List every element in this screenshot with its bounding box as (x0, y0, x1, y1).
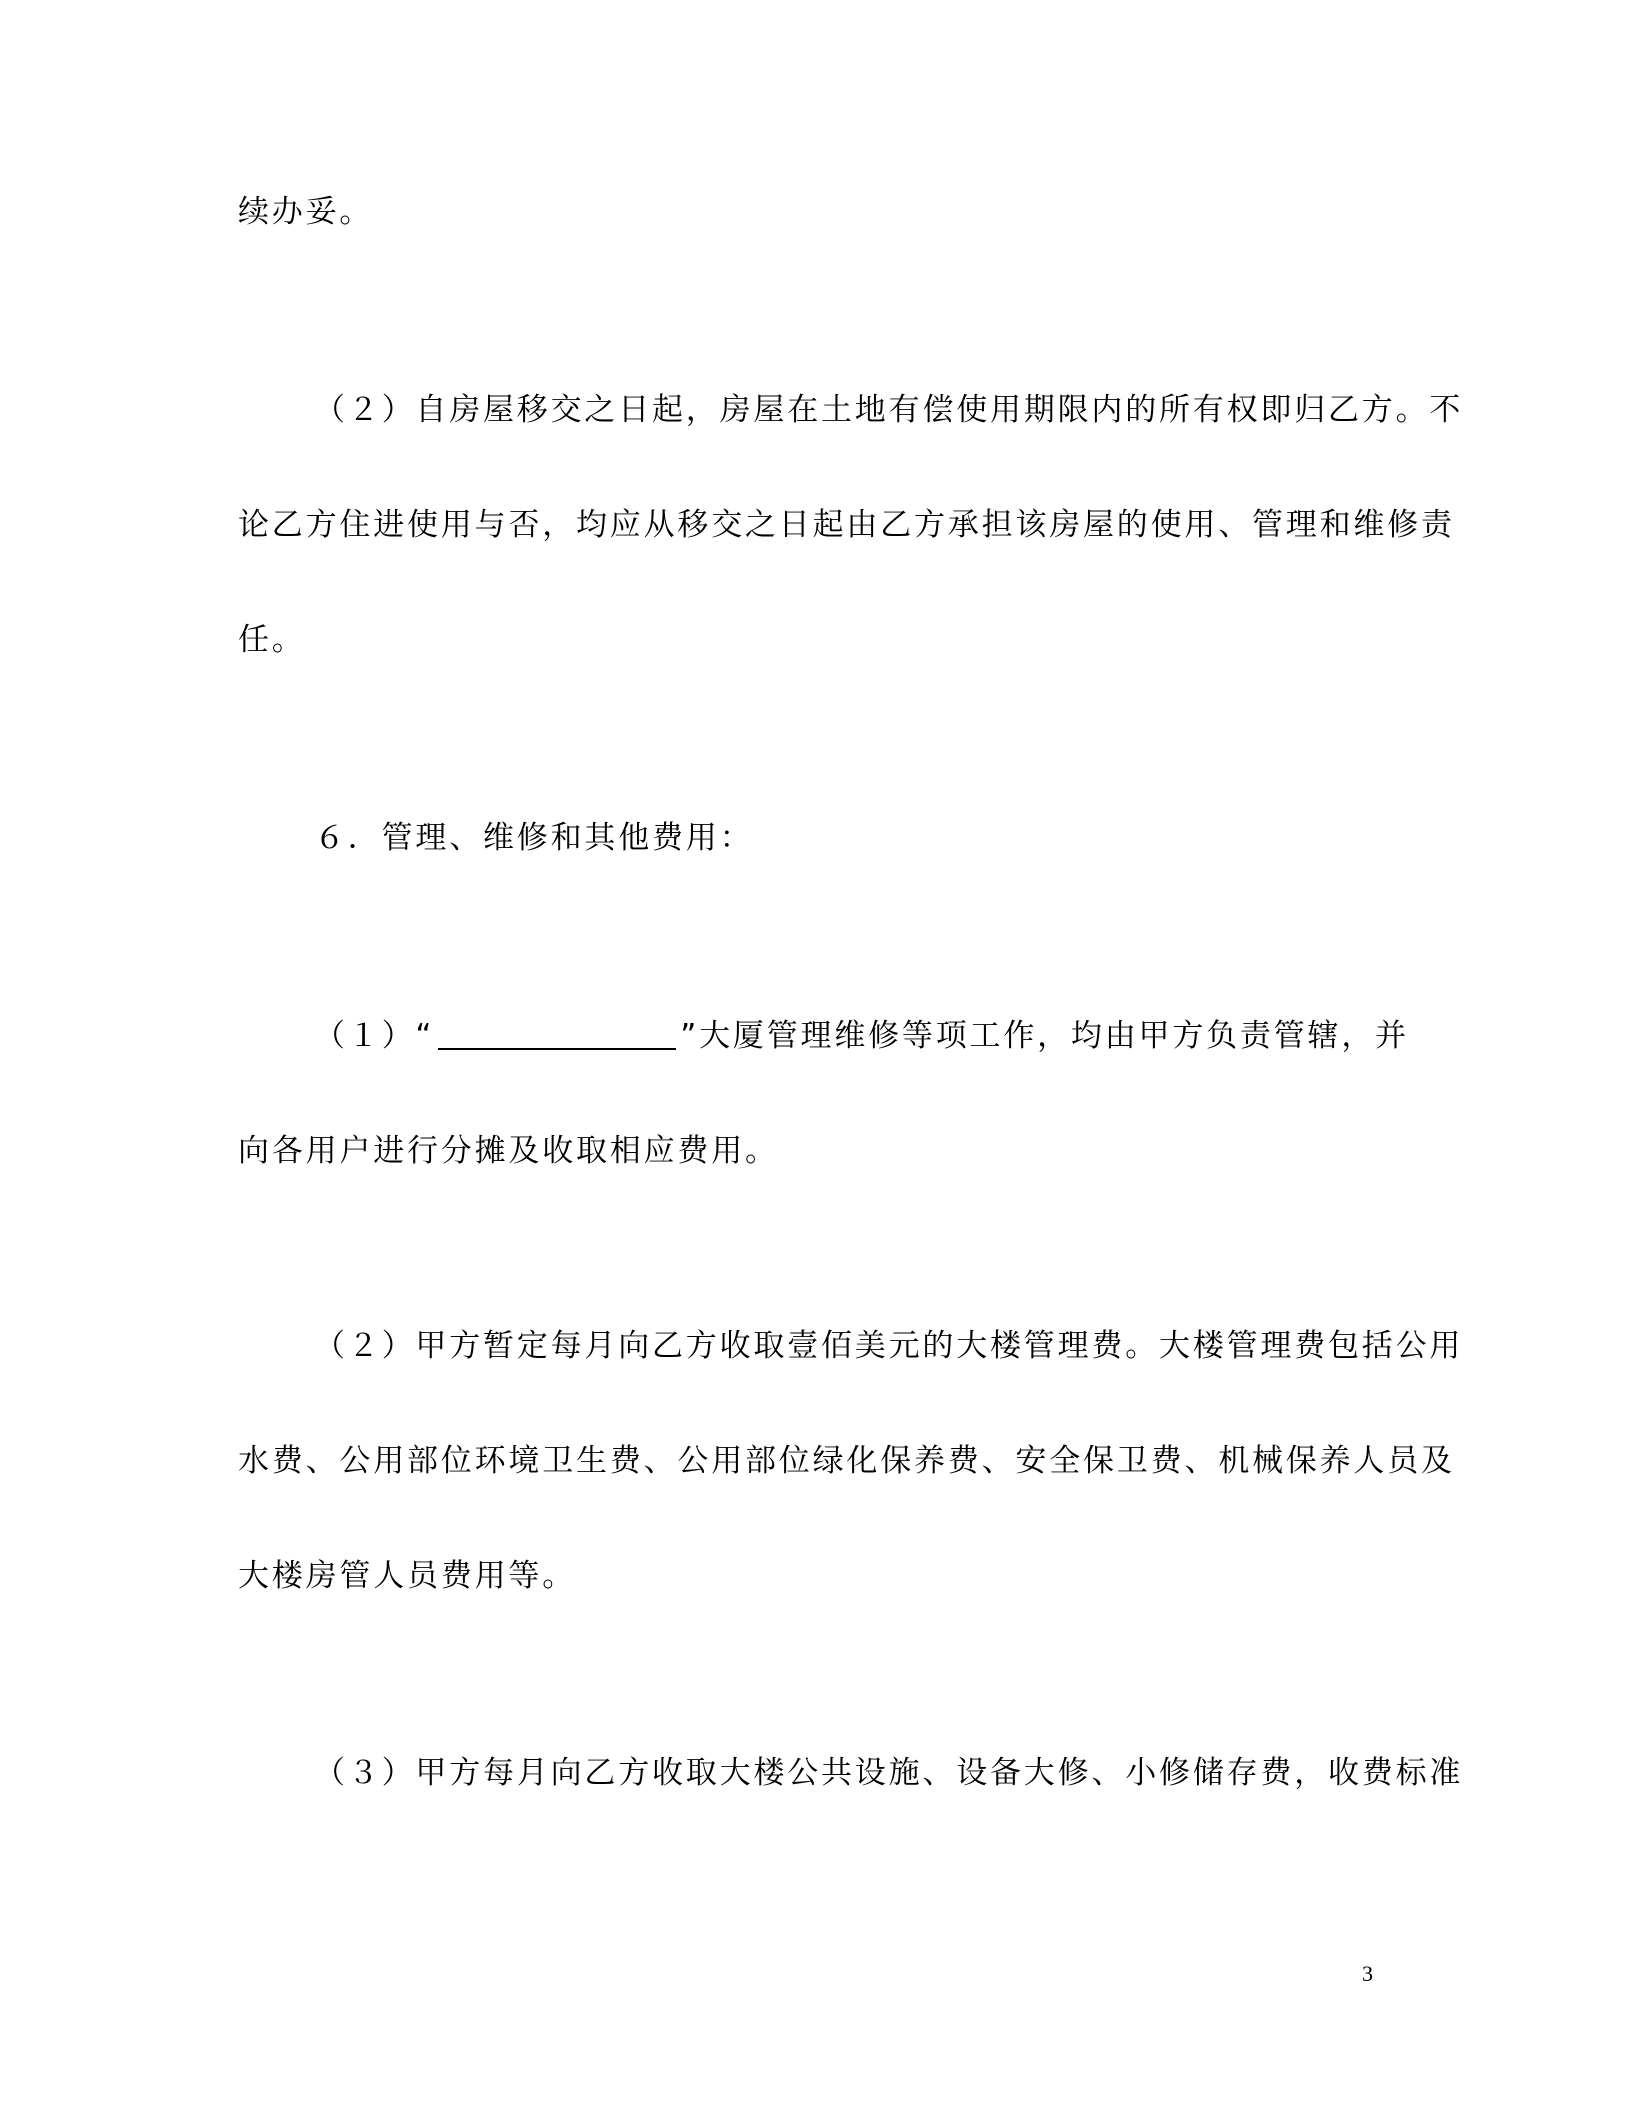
text-line: （３）甲方每月向乙方收取大楼公共设施、设备大修、小修储存费，收费标准 (314, 1755, 1464, 1791)
text-line: 大楼房管人员费用等。 (238, 1558, 576, 1594)
text-line: 水费、公用部位环境卫生费、公用部位绿化保养费、安全保卫费、机械保养人员及 (238, 1443, 1455, 1479)
section-heading: ６．管理、维修和其他费用： (314, 820, 754, 856)
text-line-with-blank (314, 1016, 1409, 1056)
text-line: 续办妥。 (238, 194, 374, 230)
text-line: （２）自房屋移交之日起，房屋在土地有偿使用期限内的所有权即归乙方。不 (314, 392, 1464, 428)
text-line: （２）甲方暂定每月向乙方收取壹佰美元的大楼管理费。大楼管理费包括公用 (314, 1328, 1464, 1364)
text-line: 任。 (238, 622, 306, 658)
fill-in-blank (438, 1018, 676, 1050)
page-number: 3 (1362, 1961, 1373, 1986)
text-line: 论乙方住进使用与否，均应从移交之日起由乙方承担该房屋的使用、管理和维修责 (238, 507, 1455, 543)
text-segment: （１）“ (314, 1018, 435, 1054)
text-segment: ”大厦管理维修等项工作，均由甲方负责管辖，并 (680, 1018, 1409, 1054)
text-line: 向各用户进行分摊及收取相应费用。 (238, 1133, 779, 1169)
